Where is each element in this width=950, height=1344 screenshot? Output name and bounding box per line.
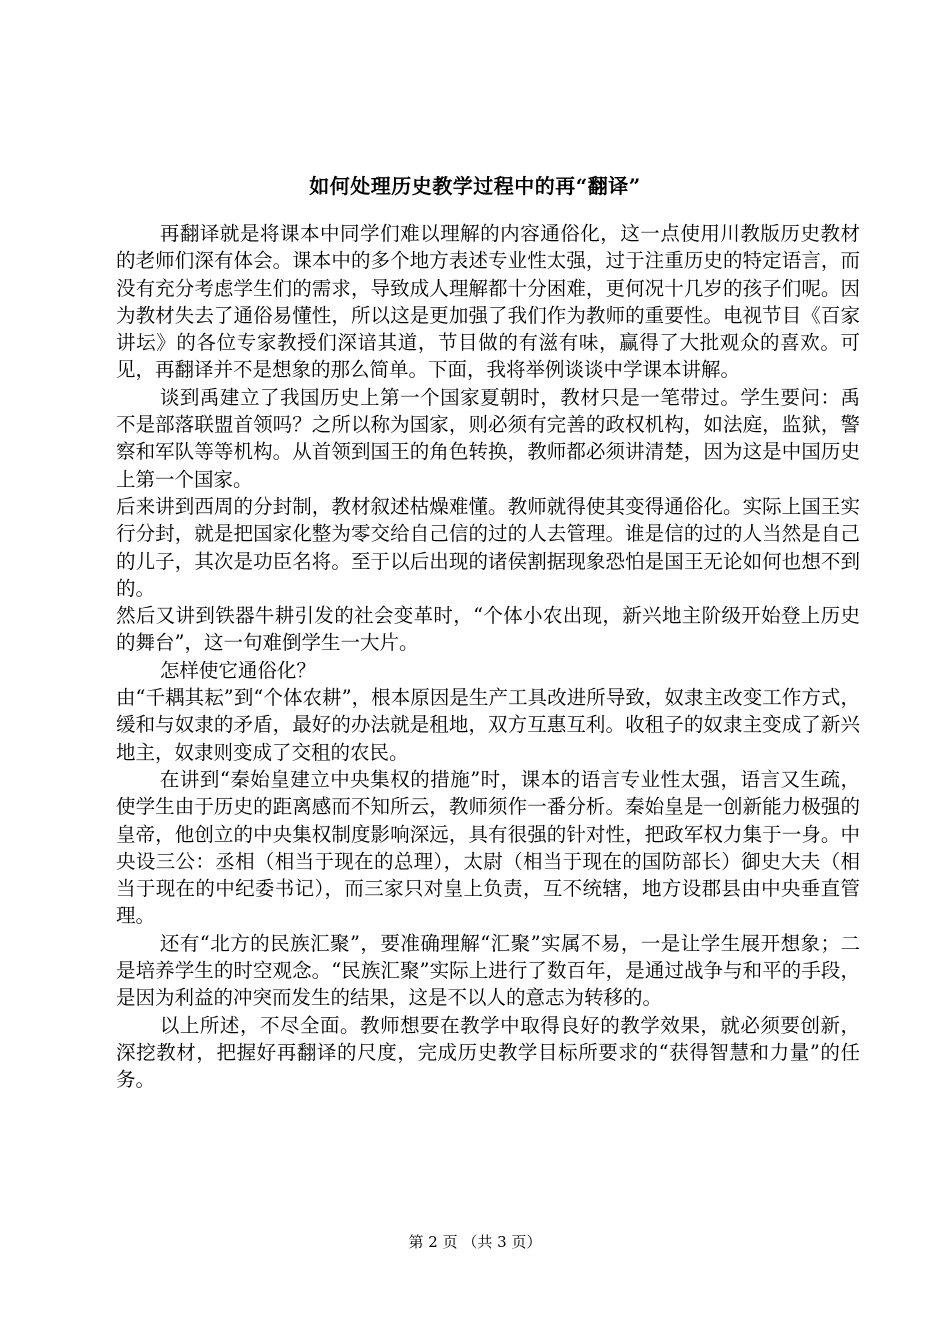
page-footer: 第 2 页 （共 3 页） <box>408 1233 542 1251</box>
paragraph: 再翻译就是将课本中同学们难以理解的内容通俗化，这一点使用川教版历史教材的老师们深有体会。课本中的多个地方表述专业性太强，过于注重历史的特定语言，而没有充分考虑学生们的需求，导致成人理解都十分困难，更何况十几岁的孩子们呢。因为教材失去了通俗易懂性，所以这是更加强了我们作为教师的重要性。电视节目《百家讲坛》的各位专家教授们深谙其道，节目做的有滋有味，赢得了大批观众的喜欢。可见，再翻译并不是想象的那么简单。下面，我将举例谈谈中学课本讲解。 <box>116 222 860 382</box>
paragraph: 怎样使它通俗化？ <box>159 658 316 682</box>
paragraph: 后来讲到西周的分封制，教材叙述枯燥难懂。教师就得使其变得通俗化。实际上国王实行分封，就是把国家化整为零交给自己信的过的人去管理。谁是信的过的人当然是自己的儿子，其次是功臣名将。至于以后出现的诸侯割据现象恐怕是国王无论如何也想不到的。 <box>116 494 860 600</box>
paragraph: 谈到禹建立了我国历史上第一个国家夏朝时，教材只是一笔带过。学生要问：禹不是部落联盟首领吗？之所以称为国家，则必须有完善的政权机构，如法庭，监狱，警察和军队等等机构。从首领到国王的角色转换，教师都必须讲清楚，因为这是中国历史上第一个国家。 <box>116 385 860 491</box>
paragraph: 由“千耦其耘”到“个体农耕”，根本原因是生产工具改进所导致，奴隶主改变工作方式，缓和与奴隶的矛盾，最好的办法就是租地，双方互惠互利。收租子的奴隶主变成了新兴地主，奴隶则变成了交租的农民。 <box>116 686 860 764</box>
document-body <box>116 220 860 1094</box>
paragraph: 以上所述，不尽全面。教师想要在教学中取得良好的教学效果，就必须要创新，深挖教材，把握好再翻译的尺度，完成历史教学目标所要求的“获得智慧和力量”的任务。 <box>116 1013 860 1092</box>
paragraph: 还有“北方的民族汇聚”，要准确理解“汇聚”实属不易，一是让学生展开想象；二是培养学生的时空观念。“民族汇聚”实际上进行了数百年，是通过战争与和平的手段，是因为利益的冲突而发生的结果，这是不以人的意志为转移的。 <box>116 931 860 1010</box>
document-title: 如何处理历史教学过程中的再“翻译” <box>309 174 641 198</box>
paragraph: 在讲到“秦始皇建立中央集权的措施”时，课本的语言专业性太强，语言又生疏，使学生由于历史的距离感而不知所云，教师须作一番分析。秦始皇是一创新能力极强的皇帝，他创立的中央集权制度影响深远，具有很强的针对性，把政军权力集于一身。中央设三公：丞相（相当于现在的总理），太尉（相当于现在的国防部长）御史大夫（相当于现在的中纪委书记），而三家只对皇上负责，互不统辖，地方设郡县由中央垂直管理。 <box>116 767 860 928</box>
paragraph: 然后又讲到铁器牛耕引发的社会变革时，“个体小农出现，新兴地主阶级开始登上历史的舞台”，这一句难倒学生一大片。 <box>116 604 860 655</box>
